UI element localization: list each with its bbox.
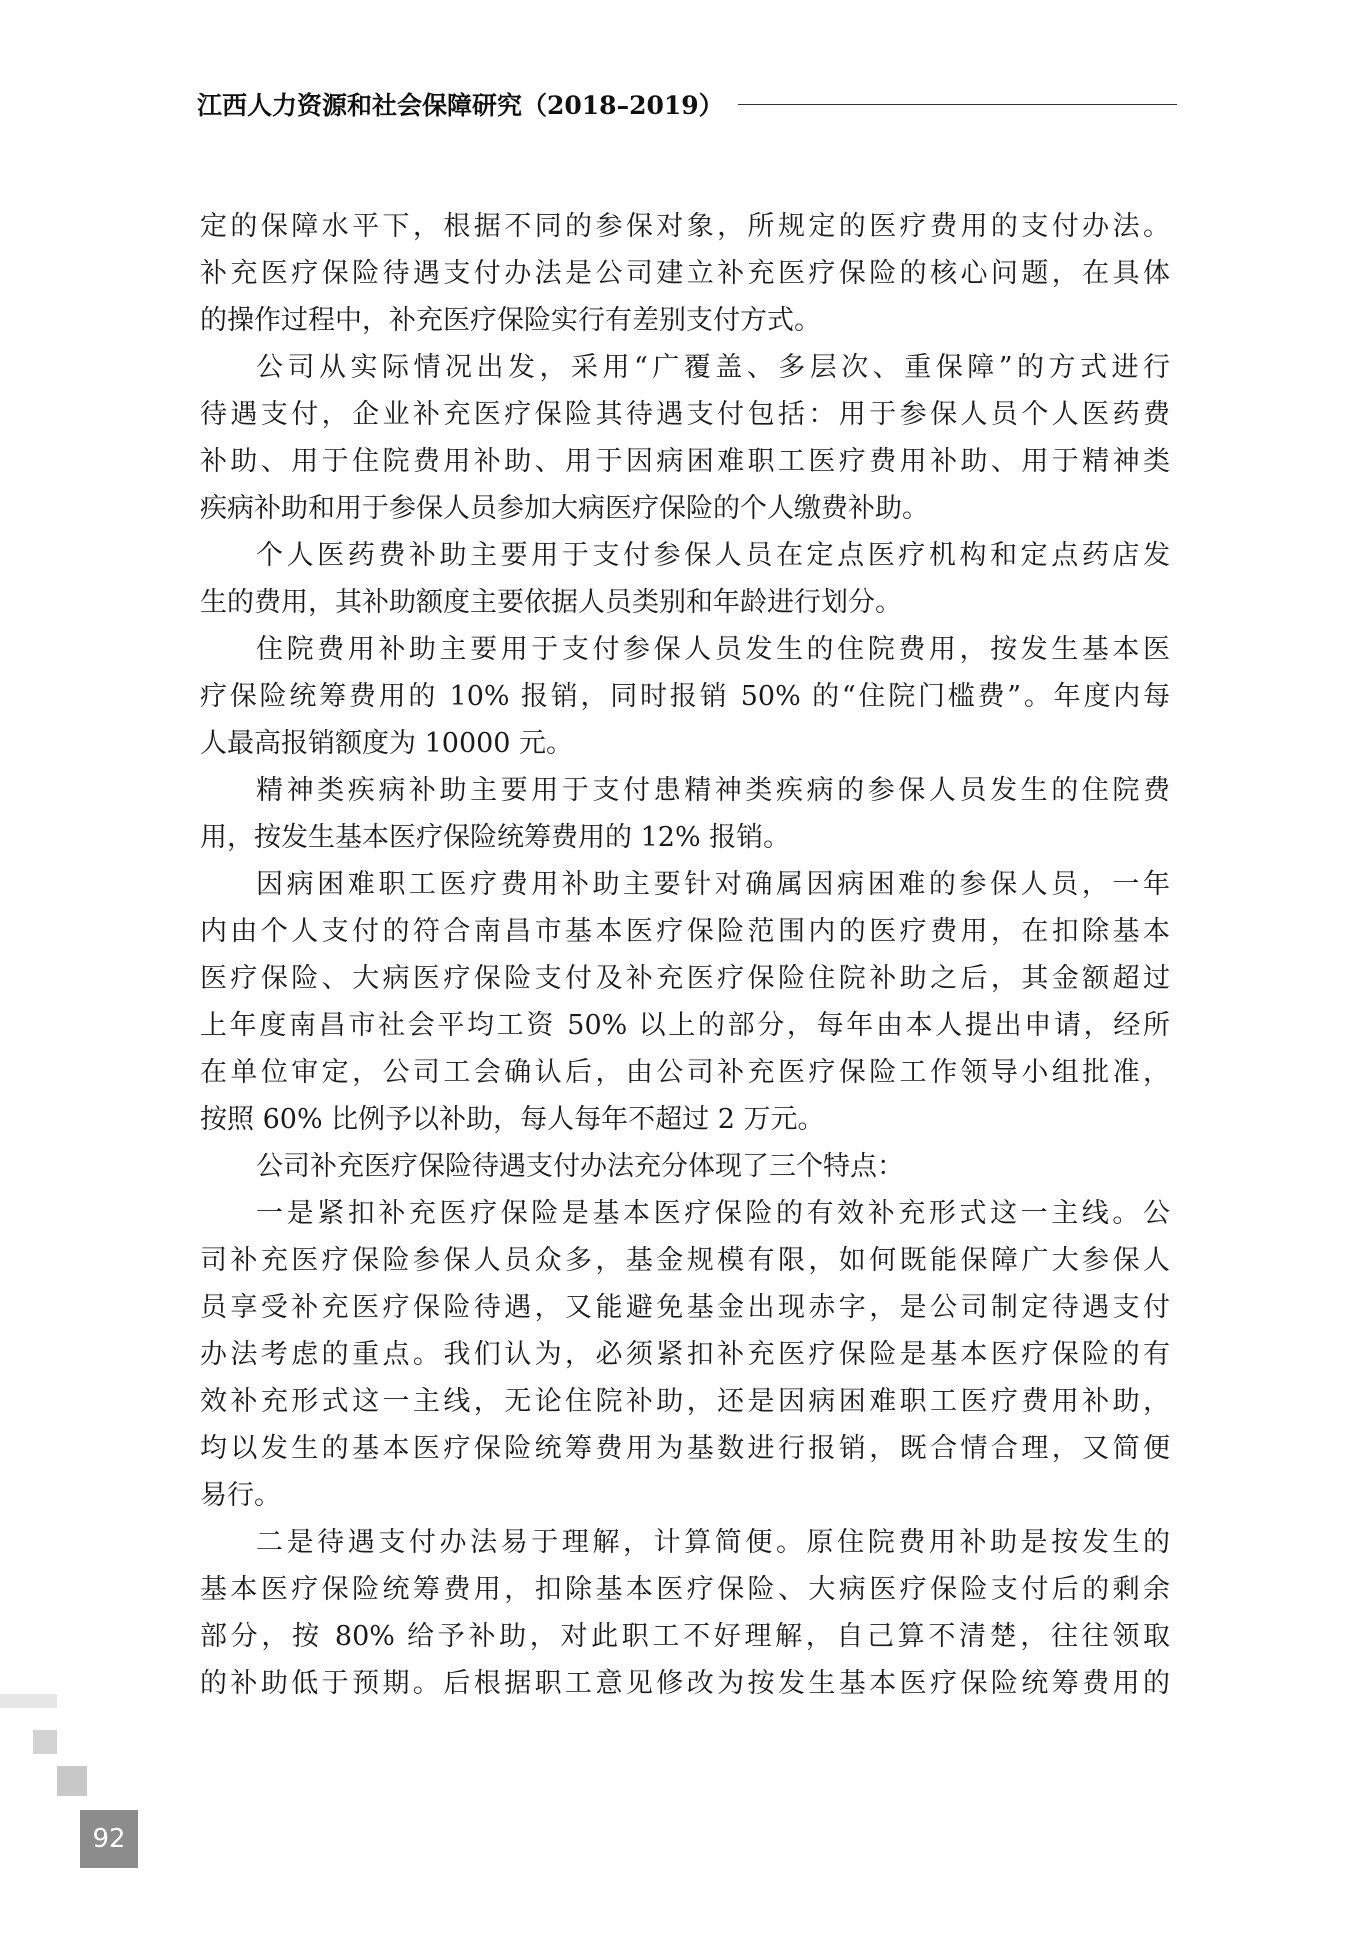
text-line: 上年度南昌市社会平均工资 50% 以上的部分，每年由本人提出申请，经所 — [200, 1010, 1170, 1041]
text-line: 的操作过程中，补充医疗保险实行有差别支付方式。 — [200, 305, 821, 336]
corner-decoration-block — [0, 1694, 57, 1708]
text-line: 办法考虑的重点。我们认为，必须紧扣补充医疗保险是基本医疗保险的有 — [200, 1339, 1170, 1370]
body-text — [200, 203, 1170, 1707]
text-line: 在单位审定，公司工会确认后，由公司补充医疗保险工作领导小组批准， — [200, 1057, 1170, 1088]
text-line: 的补助低于预期。后根据职工意见修改为按发生基本医疗保险统筹费用的 — [200, 1668, 1170, 1699]
text-line: 待遇支付，企业补充医疗保险其待遇支付包括：用于参保人员个人医药费 — [200, 399, 1170, 430]
text-line: 用，按发生基本医疗保险统筹费用的 12% 报销。 — [200, 822, 791, 853]
corner-decoration-block — [33, 1730, 57, 1754]
text-line: 基本医疗保险统筹费用，扣除基本医疗保险、大病医疗保险支付后的剩余 — [200, 1574, 1170, 1605]
text-line: 疾病补助和用于参保人员参加大病医疗保险的个人缴费补助。 — [200, 493, 929, 524]
text-line: 员享受补充医疗保险待遇，又能避免基金出现赤字，是公司制定待遇支付 — [200, 1292, 1170, 1323]
book-title: 江西人力资源和社会保障研究（2018–2019） — [197, 91, 724, 120]
text-line: 司补充医疗保险参保人员众多，基金规模有限，如何既能保障广大参保人 — [200, 1245, 1170, 1276]
text-line: 二是待遇支付办法易于理解，计算简便。原住院费用补助是按发生的 — [256, 1527, 1170, 1558]
text-line: 精神类疾病补助主要用于支付患精神类疾病的参保人员发生的住院费 — [256, 775, 1170, 806]
text-line: 均以发生的基本医疗保险统筹费用为基数进行报销，既合情合理，又简便 — [200, 1433, 1170, 1464]
text-line: 补助、用于住院费用补助、用于因病困难职工医疗费用补助、用于精神类 — [200, 446, 1170, 477]
text-line: 医疗保险、大病医疗保险支付及补充医疗保险住院补助之后，其金额超过 — [200, 963, 1170, 994]
corner-decoration-block — [57, 1766, 87, 1796]
text-line: 生的费用，其补助额度主要依据人员类别和年龄进行划分。 — [200, 587, 902, 618]
text-line: 人最高报销额度为 10000 元。 — [200, 728, 574, 759]
text-line: 一是紧扣补充医疗保险是基本医疗保险的有效补充形式这一主线。公 — [256, 1198, 1170, 1229]
running-header — [197, 84, 1177, 124]
text-line: 住院费用补助主要用于支付参保人员发生的住院费用，按发生基本医 — [256, 634, 1170, 665]
text-line: 效补充形式这一主线，无论住院补助，还是因病困难职工医疗费用补助， — [200, 1386, 1170, 1417]
text-line: 易行。 — [200, 1480, 281, 1511]
text-line: 因病困难职工医疗费用补助主要针对确属因病困难的参保人员，一年 — [256, 869, 1170, 900]
page-number: 92 — [80, 1810, 138, 1868]
text-line: 补充医疗保险待遇支付办法是公司建立补充医疗保险的核心问题，在具体 — [200, 258, 1170, 289]
text-line: 按照 60% 比例予以补助，每人每年不超过 2 万元。 — [200, 1104, 825, 1135]
text-line: 个人医药费补助主要用于支付参保人员在定点医疗机构和定点药店发 — [256, 540, 1170, 571]
text-line: 公司补充医疗保险待遇支付办法充分体现了三个特点： — [256, 1151, 904, 1182]
text-line: 定的保障水平下，根据不同的参保对象，所规定的医疗费用的支付办法。 — [200, 211, 1170, 242]
header-rule — [738, 104, 1177, 105]
text-line: 内由个人支付的符合南昌市基本医疗保险范围内的医疗费用，在扣除基本 — [200, 916, 1170, 947]
text-line: 部分，按 80% 给予补助，对此职工不好理解，自己算不清楚，往往领取 — [200, 1621, 1170, 1652]
text-line: 公司从实际情况出发，采用“广覆盖、多层次、重保障”的方式进行 — [256, 352, 1170, 383]
text-line: 疗保险统筹费用的 10% 报销，同时报销 50% 的“住院门槛费”。年度内每 — [200, 681, 1170, 712]
